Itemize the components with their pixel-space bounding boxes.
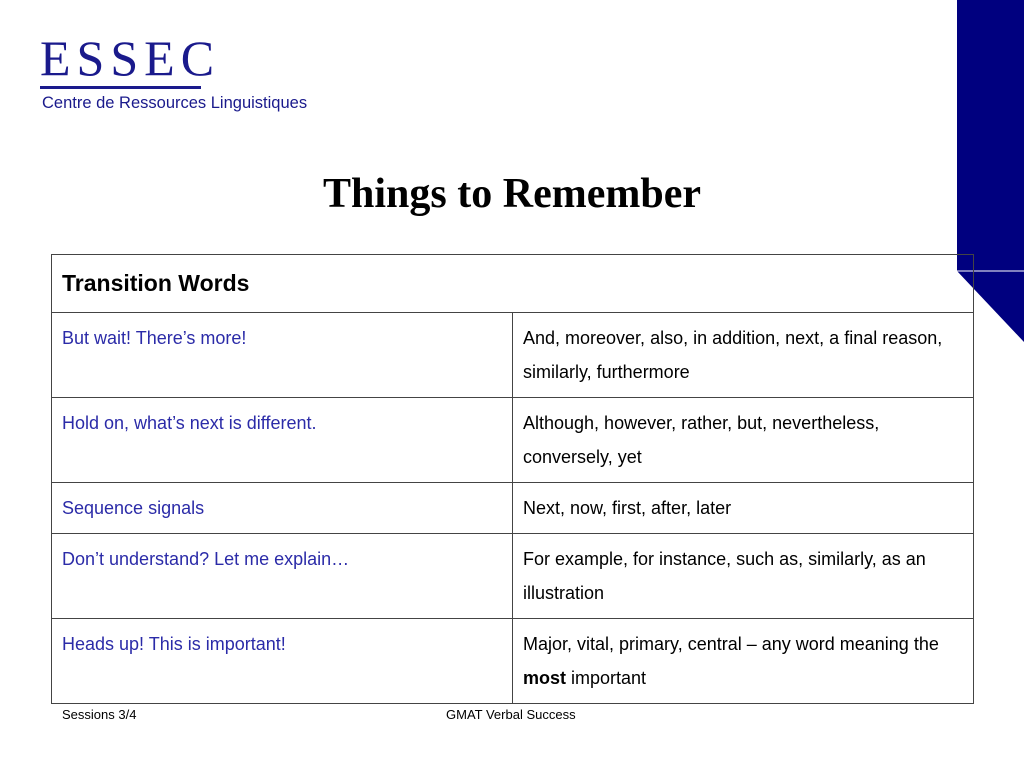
logo-subtitle: Centre de Ressources Linguistiques — [42, 94, 308, 112]
row-words — [513, 619, 974, 704]
row-label: Don’t understand? Let me explain… — [52, 534, 513, 619]
words-text-end: important — [566, 668, 647, 688]
row-words: Next, now, first, after, later — [513, 483, 974, 534]
row-label: Sequence signals — [52, 483, 513, 534]
table-row — [52, 398, 974, 483]
table-row — [52, 483, 974, 534]
words-text: Major, vital, primary, central – any word meaning the — [523, 634, 939, 654]
emphasis-word: most — [523, 668, 567, 688]
slide-title: Things to Remember — [323, 171, 701, 217]
row-label: Hold on, what’s next is different. — [52, 398, 513, 483]
row-words: Although, however, rather, but, nevertheless, conversely, yet — [513, 398, 974, 483]
table-header: Transition Words — [52, 255, 974, 313]
footer-session: Sessions 3/4 — [62, 707, 137, 722]
table-row — [52, 534, 974, 619]
row-words: For example, for instance, such as, similarly, as an illustration — [513, 534, 974, 619]
row-label: But wait! There’s more! — [52, 313, 513, 398]
row-words: And, moreover, also, in addition, next, a final reason, similarly, furthermore — [513, 313, 974, 398]
footer-course: GMAT Verbal Success — [446, 707, 576, 722]
essec-logo: ESSEC — [40, 30, 221, 86]
transition-words-table — [51, 254, 974, 704]
row-label: Heads up! This is important! — [52, 619, 513, 704]
table-row — [52, 313, 974, 398]
table-header-row — [52, 255, 974, 313]
logo-underline — [40, 86, 201, 89]
table-row — [52, 619, 974, 704]
